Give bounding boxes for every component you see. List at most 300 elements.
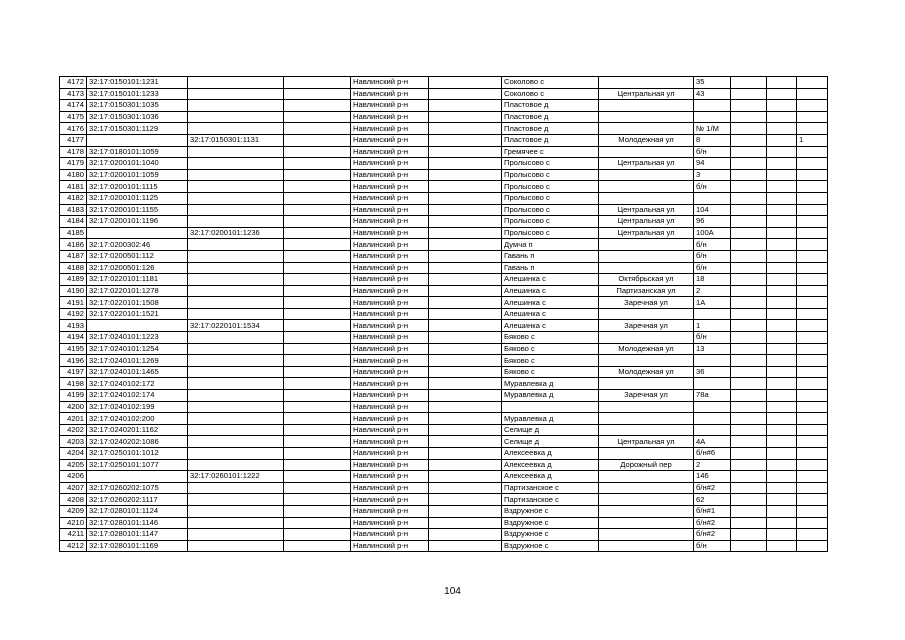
blank-cell	[429, 413, 502, 425]
building-cell	[731, 192, 767, 204]
cadastral-number-cell: 32:17:0280101:1147	[87, 529, 188, 541]
extra-cell	[797, 448, 828, 460]
blank-cell	[284, 366, 351, 378]
blank-cell	[284, 401, 351, 413]
extra-cell	[797, 343, 828, 355]
district-cell: Навлинский р-н	[351, 134, 429, 146]
district-cell: Навлинский р-н	[351, 77, 429, 89]
blank-cell	[284, 77, 351, 89]
building-cell	[731, 239, 767, 251]
street-cell	[599, 111, 694, 123]
blank-cell	[429, 494, 502, 506]
extra-cell: 1	[797, 134, 828, 146]
district-cell: Навлинский р-н	[351, 111, 429, 123]
building-cell	[731, 262, 767, 274]
apartment-cell	[767, 529, 797, 541]
apartment-cell	[767, 111, 797, 123]
house-number-cell: 8	[694, 134, 731, 146]
building-cell	[731, 320, 767, 332]
table-row	[60, 216, 828, 228]
blank-cell	[429, 459, 502, 471]
table-row	[60, 436, 828, 448]
apartment-cell	[767, 285, 797, 297]
previous-number-cell	[188, 123, 284, 135]
district-cell: Навлинский р-н	[351, 332, 429, 344]
extra-cell	[797, 517, 828, 529]
house-number-cell: 36	[694, 366, 731, 378]
blank-cell	[284, 134, 351, 146]
blank-cell	[284, 285, 351, 297]
blank-cell	[284, 250, 351, 262]
building-cell	[731, 274, 767, 286]
building-cell	[731, 146, 767, 158]
district-cell: Навлинский р-н	[351, 413, 429, 425]
cadastral-number-cell: 32:17:0150301:1129	[87, 123, 188, 135]
house-number-cell: б/н	[694, 332, 731, 344]
extra-cell	[797, 332, 828, 344]
house-number-cell	[694, 401, 731, 413]
blank-cell	[284, 436, 351, 448]
extra-cell	[797, 320, 828, 332]
previous-number-cell	[188, 332, 284, 344]
previous-number-cell	[188, 146, 284, 158]
extra-cell	[797, 529, 828, 541]
settlement-cell: Пластовое д	[502, 134, 599, 146]
house-number-cell	[694, 111, 731, 123]
blank-cell	[429, 274, 502, 286]
table-row	[60, 332, 828, 344]
cadastral-number-cell: 32:17:0200302:46	[87, 239, 188, 251]
blank-cell	[429, 181, 502, 193]
previous-number-cell: 32:17:0260101:1222	[188, 471, 284, 483]
extra-cell	[797, 390, 828, 402]
table-row	[60, 471, 828, 483]
apartment-cell	[767, 413, 797, 425]
row-number-cell: 4202	[60, 424, 87, 436]
building-cell	[731, 308, 767, 320]
street-cell	[599, 308, 694, 320]
blank-cell	[429, 123, 502, 135]
cadastral-number-cell: 32:17:0240101:1269	[87, 355, 188, 367]
apartment-cell	[767, 459, 797, 471]
table-row	[60, 459, 828, 471]
blank-cell	[284, 355, 351, 367]
apartment-cell	[767, 250, 797, 262]
extra-cell	[797, 262, 828, 274]
house-number-cell: б/н	[694, 540, 731, 552]
cadastral-number-cell: 32:17:0260202:1117	[87, 494, 188, 506]
street-cell	[599, 123, 694, 135]
cadastral-number-cell: 32:17:0200101:1040	[87, 158, 188, 170]
blank-cell	[284, 100, 351, 112]
page-number: 104	[444, 586, 461, 597]
apartment-cell	[767, 390, 797, 402]
extra-cell	[797, 181, 828, 193]
extra-cell	[797, 227, 828, 239]
row-number-cell: 4200	[60, 401, 87, 413]
blank-cell	[429, 482, 502, 494]
row-number-cell: 4196	[60, 355, 87, 367]
blank-cell	[429, 332, 502, 344]
extra-cell	[797, 285, 828, 297]
settlement-cell	[502, 401, 599, 413]
table-row	[60, 88, 828, 100]
street-cell	[599, 181, 694, 193]
house-number-cell: 35	[694, 77, 731, 89]
blank-cell	[284, 378, 351, 390]
cadastral-number-cell: 32:17:0280101:1124	[87, 505, 188, 517]
row-number-cell: 4173	[60, 88, 87, 100]
previous-number-cell	[188, 169, 284, 181]
table-row	[60, 482, 828, 494]
settlement-cell: Муравлевка д	[502, 378, 599, 390]
apartment-cell	[767, 448, 797, 460]
row-number-cell: 4180	[60, 169, 87, 181]
blank-cell	[284, 158, 351, 170]
table-row	[60, 134, 828, 146]
district-cell: Навлинский р-н	[351, 378, 429, 390]
district-cell: Навлинский р-н	[351, 471, 429, 483]
row-number-cell: 4185	[60, 227, 87, 239]
house-number-cell: 104	[694, 204, 731, 216]
blank-cell	[284, 471, 351, 483]
previous-number-cell	[188, 204, 284, 216]
blank-cell	[284, 146, 351, 158]
row-number-cell: 4176	[60, 123, 87, 135]
table-row	[60, 529, 828, 541]
street-cell	[599, 77, 694, 89]
settlement-cell: Думча п	[502, 239, 599, 251]
apartment-cell	[767, 274, 797, 286]
house-number-cell: б/н#2	[694, 517, 731, 529]
apartment-cell	[767, 181, 797, 193]
previous-number-cell	[188, 250, 284, 262]
previous-number-cell	[188, 77, 284, 89]
cadastral-number-cell: 32:17:0240102:199	[87, 401, 188, 413]
street-cell	[599, 250, 694, 262]
previous-number-cell	[188, 355, 284, 367]
settlement-cell: Пластовое д	[502, 100, 599, 112]
previous-number-cell	[188, 401, 284, 413]
table-row	[60, 100, 828, 112]
street-cell	[599, 413, 694, 425]
building-cell	[731, 343, 767, 355]
cadastral-number-cell: 32:17:0260202:1075	[87, 482, 188, 494]
apartment-cell	[767, 424, 797, 436]
cadastral-number-cell: 32:17:0200101:1115	[87, 181, 188, 193]
table-row	[60, 285, 828, 297]
district-cell: Навлинский р-н	[351, 436, 429, 448]
house-number-cell: 2	[694, 459, 731, 471]
table-row	[60, 494, 828, 506]
table-row	[60, 239, 828, 251]
blank-cell	[284, 494, 351, 506]
row-number-cell: 4195	[60, 343, 87, 355]
row-number-cell: 4206	[60, 471, 87, 483]
district-cell: Навлинский р-н	[351, 239, 429, 251]
cadastral-number-cell: 32:17:0150101:1233	[87, 88, 188, 100]
blank-cell	[284, 216, 351, 228]
house-number-cell: б/н	[694, 262, 731, 274]
previous-number-cell	[188, 436, 284, 448]
previous-number-cell	[188, 262, 284, 274]
blank-cell	[284, 448, 351, 460]
registry-table-body	[60, 77, 828, 552]
settlement-cell: Пролысово с	[502, 216, 599, 228]
cadastral-number-cell: 32:17:0280101:1169	[87, 540, 188, 552]
blank-cell	[429, 529, 502, 541]
street-cell	[599, 332, 694, 344]
cadastral-number-cell: 32:17:0220101:1521	[87, 308, 188, 320]
table-row	[60, 378, 828, 390]
blank-cell	[429, 355, 502, 367]
building-cell	[731, 494, 767, 506]
building-cell	[731, 227, 767, 239]
house-number-cell: 78а	[694, 390, 731, 402]
district-cell: Навлинский р-н	[351, 181, 429, 193]
house-number-cell	[694, 100, 731, 112]
building-cell	[731, 505, 767, 517]
apartment-cell	[767, 88, 797, 100]
cadastral-number-cell: 32:17:0200501:126	[87, 262, 188, 274]
row-number-cell: 4189	[60, 274, 87, 286]
blank-cell	[284, 424, 351, 436]
blank-cell	[429, 285, 502, 297]
blank-cell	[429, 448, 502, 460]
cadastral-number-cell: 32:17:0150301:1035	[87, 100, 188, 112]
row-number-cell: 4203	[60, 436, 87, 448]
settlement-cell: Пролысово с	[502, 227, 599, 239]
street-cell	[599, 448, 694, 460]
building-cell	[731, 332, 767, 344]
blank-cell	[429, 111, 502, 123]
house-number-cell: б/н#2	[694, 482, 731, 494]
blank-cell	[429, 390, 502, 402]
cadastral-number-cell: 32:17:0220101:1278	[87, 285, 188, 297]
blank-cell	[429, 343, 502, 355]
district-cell: Навлинский р-н	[351, 448, 429, 460]
row-number-cell: 4183	[60, 204, 87, 216]
blank-cell	[284, 123, 351, 135]
house-number-cell	[694, 355, 731, 367]
extra-cell	[797, 494, 828, 506]
district-cell: Навлинский р-н	[351, 540, 429, 552]
settlement-cell: Бяково с	[502, 343, 599, 355]
building-cell	[731, 378, 767, 390]
district-cell: Навлинский р-н	[351, 494, 429, 506]
settlement-cell: Алексеевка д	[502, 459, 599, 471]
apartment-cell	[767, 366, 797, 378]
apartment-cell	[767, 436, 797, 448]
apartment-cell	[767, 471, 797, 483]
blank-cell	[429, 308, 502, 320]
table-row	[60, 250, 828, 262]
table-row	[60, 320, 828, 332]
extra-cell	[797, 204, 828, 216]
blank-cell	[284, 540, 351, 552]
settlement-cell: Пролысово с	[502, 169, 599, 181]
settlement-cell: Алешинка с	[502, 320, 599, 332]
previous-number-cell	[188, 297, 284, 309]
street-cell	[599, 517, 694, 529]
previous-number-cell	[188, 343, 284, 355]
settlement-cell: Пластовое д	[502, 123, 599, 135]
blank-cell	[284, 320, 351, 332]
apartment-cell	[767, 505, 797, 517]
settlement-cell: Муравлевка д	[502, 413, 599, 425]
settlement-cell: Пластовое д	[502, 111, 599, 123]
building-cell	[731, 169, 767, 181]
street-cell: Центральная ул	[599, 227, 694, 239]
row-number-cell: 4197	[60, 366, 87, 378]
blank-cell	[284, 239, 351, 251]
previous-number-cell	[188, 378, 284, 390]
blank-cell	[429, 505, 502, 517]
house-number-cell: 146	[694, 471, 731, 483]
blank-cell	[284, 274, 351, 286]
district-cell: Навлинский р-н	[351, 459, 429, 471]
blank-cell	[429, 158, 502, 170]
extra-cell	[797, 77, 828, 89]
settlement-cell: Партизанское с	[502, 494, 599, 506]
table-row	[60, 366, 828, 378]
row-number-cell: 4184	[60, 216, 87, 228]
district-cell: Навлинский р-н	[351, 505, 429, 517]
building-cell	[731, 401, 767, 413]
cadastral-number-cell: 32:17:0220101:1508	[87, 297, 188, 309]
blank-cell	[284, 297, 351, 309]
blank-cell	[429, 517, 502, 529]
previous-number-cell: 32:17:0150301:1131	[188, 134, 284, 146]
extra-cell	[797, 424, 828, 436]
previous-number-cell	[188, 285, 284, 297]
previous-number-cell	[188, 448, 284, 460]
row-number-cell: 4178	[60, 146, 87, 158]
row-number-cell: 4208	[60, 494, 87, 506]
previous-number-cell	[188, 308, 284, 320]
street-cell	[599, 169, 694, 181]
previous-number-cell	[188, 100, 284, 112]
street-cell	[599, 401, 694, 413]
previous-number-cell	[188, 216, 284, 228]
house-number-cell: 2	[694, 285, 731, 297]
blank-cell	[284, 111, 351, 123]
cadastral-number-cell	[87, 134, 188, 146]
district-cell: Навлинский р-н	[351, 274, 429, 286]
row-number-cell: 4198	[60, 378, 87, 390]
district-cell: Навлинский р-н	[351, 366, 429, 378]
district-cell: Навлинский р-н	[351, 169, 429, 181]
settlement-cell: Бяково с	[502, 355, 599, 367]
apartment-cell	[767, 227, 797, 239]
house-number-cell: б/н	[694, 181, 731, 193]
district-cell: Навлинский р-н	[351, 297, 429, 309]
settlement-cell: Вздружное с	[502, 529, 599, 541]
previous-number-cell	[188, 482, 284, 494]
street-cell	[599, 100, 694, 112]
table-row	[60, 158, 828, 170]
house-number-cell: 18	[694, 274, 731, 286]
district-cell: Навлинский р-н	[351, 262, 429, 274]
apartment-cell	[767, 123, 797, 135]
cadastral-number-cell: 32:17:0180101:1059	[87, 146, 188, 158]
house-number-cell: 1А	[694, 297, 731, 309]
row-number-cell: 4181	[60, 181, 87, 193]
blank-cell	[284, 262, 351, 274]
house-number-cell	[694, 192, 731, 204]
blank-cell	[429, 204, 502, 216]
cadastral-number-cell: 32:17:0200101:1155	[87, 204, 188, 216]
settlement-cell: Пролысово с	[502, 192, 599, 204]
blank-cell	[429, 436, 502, 448]
settlement-cell: Алексеевка д	[502, 448, 599, 460]
house-number-cell: б/н#2	[694, 529, 731, 541]
apartment-cell	[767, 517, 797, 529]
blank-cell	[429, 239, 502, 251]
apartment-cell	[767, 297, 797, 309]
blank-cell	[429, 424, 502, 436]
table-row	[60, 274, 828, 286]
street-cell	[599, 529, 694, 541]
table-row	[60, 262, 828, 274]
district-cell: Навлинский р-н	[351, 100, 429, 112]
house-number-cell: 100А	[694, 227, 731, 239]
blank-cell	[284, 505, 351, 517]
settlement-cell: Селище д	[502, 436, 599, 448]
previous-number-cell	[188, 540, 284, 552]
previous-number-cell	[188, 239, 284, 251]
blank-cell	[284, 413, 351, 425]
street-cell	[599, 146, 694, 158]
previous-number-cell: 32:17:0200101:1236	[188, 227, 284, 239]
apartment-cell	[767, 378, 797, 390]
street-cell: Молодежная ул	[599, 134, 694, 146]
street-cell: Заречная ул	[599, 320, 694, 332]
building-cell	[731, 216, 767, 228]
street-cell	[599, 239, 694, 251]
settlement-cell: Пролысово с	[502, 204, 599, 216]
house-number-cell	[694, 378, 731, 390]
extra-cell	[797, 482, 828, 494]
apartment-cell	[767, 192, 797, 204]
table-row	[60, 308, 828, 320]
previous-number-cell	[188, 413, 284, 425]
extra-cell	[797, 297, 828, 309]
apartment-cell	[767, 482, 797, 494]
street-cell	[599, 262, 694, 274]
previous-number-cell	[188, 424, 284, 436]
apartment-cell	[767, 494, 797, 506]
building-cell	[731, 134, 767, 146]
building-cell	[731, 158, 767, 170]
street-cell	[599, 505, 694, 517]
extra-cell	[797, 378, 828, 390]
row-number-cell: 4210	[60, 517, 87, 529]
previous-number-cell	[188, 181, 284, 193]
apartment-cell	[767, 308, 797, 320]
building-cell	[731, 448, 767, 460]
settlement-cell: Гремячее с	[502, 146, 599, 158]
row-number-cell: 4211	[60, 529, 87, 541]
extra-cell	[797, 471, 828, 483]
previous-number-cell	[188, 88, 284, 100]
row-number-cell: 4207	[60, 482, 87, 494]
apartment-cell	[767, 239, 797, 251]
street-cell: Молодежная ул	[599, 343, 694, 355]
table-row	[60, 227, 828, 239]
apartment-cell	[767, 343, 797, 355]
table-row	[60, 424, 828, 436]
